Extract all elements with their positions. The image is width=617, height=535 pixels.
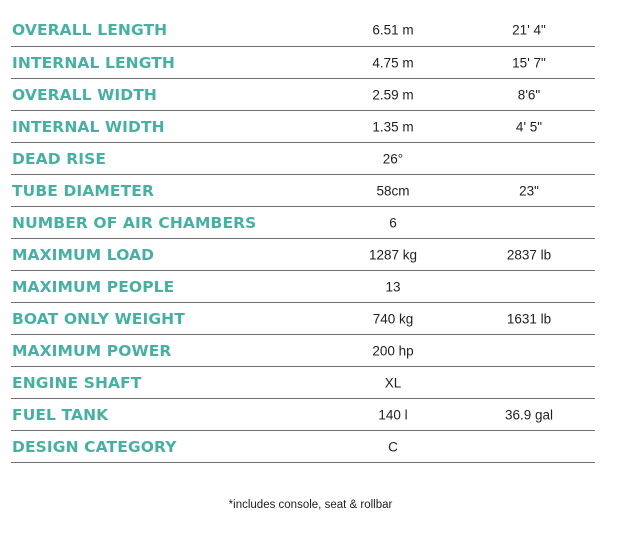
spec-row-overall-width bbox=[11, 79, 595, 111]
spec-row-maximum-people bbox=[11, 271, 595, 303]
spec-imperial-value: 2837 lb bbox=[506, 247, 552, 262]
spec-label: INTERNAL LENGTH bbox=[12, 53, 176, 72]
spec-row-tube-diameter bbox=[11, 175, 595, 207]
spec-label: MAXIMUM LOAD bbox=[12, 245, 155, 264]
spec-row-design-category bbox=[11, 431, 595, 463]
spec-metric-value: 6.51 m bbox=[372, 22, 414, 38]
spec-label: MAXIMUM POWER bbox=[12, 341, 172, 360]
spec-metric-value: 6 bbox=[389, 215, 397, 230]
spec-row-air-chambers bbox=[11, 207, 595, 239]
spec-imperial-value: 8'6" bbox=[517, 87, 541, 102]
spec-row-fuel-tank bbox=[11, 399, 595, 431]
spec-label: INTERNAL WIDTH bbox=[12, 117, 165, 136]
spec-row-internal-length bbox=[11, 47, 595, 79]
spec-row-internal-width bbox=[11, 111, 595, 143]
spec-label: FUEL TANK bbox=[12, 405, 109, 424]
spec-row-overall-length bbox=[11, 14, 595, 47]
spec-label: DESIGN CATEGORY bbox=[12, 437, 177, 456]
spec-metric-value: 1287 kg bbox=[368, 247, 418, 262]
spec-row-maximum-power bbox=[11, 335, 595, 367]
spec-imperial-value: 21' 4" bbox=[512, 22, 546, 38]
spec-metric-value: C bbox=[388, 439, 398, 454]
spec-label: OVERALL WIDTH bbox=[12, 85, 158, 104]
spec-metric-value: 740 kg bbox=[372, 311, 414, 326]
footnote: *includes console, seat & rollbar bbox=[228, 499, 393, 511]
spec-metric-value: 26° bbox=[382, 151, 404, 166]
spec-metric-value: 58cm bbox=[376, 183, 410, 198]
spec-imperial-value: 36.9 gal bbox=[504, 407, 554, 422]
spec-metric-value: 4.75 m bbox=[372, 55, 414, 70]
spec-metric-value: 13 bbox=[385, 279, 401, 294]
spec-label: TUBE DIAMETER bbox=[12, 181, 154, 200]
spec-row-engine-shaft bbox=[11, 367, 595, 399]
spec-row-maximum-load bbox=[11, 239, 595, 271]
spec-row-boat-only-weight bbox=[11, 303, 595, 335]
spec-imperial-value: 23" bbox=[519, 183, 539, 198]
spec-imperial-value: 15' 7" bbox=[512, 55, 546, 70]
spec-imperial-value: 4' 5" bbox=[515, 119, 543, 134]
spec-metric-value: 200 hp bbox=[372, 343, 414, 358]
spec-imperial-value: 1631 lb bbox=[506, 311, 552, 326]
spec-metric-value: 140 l bbox=[378, 407, 408, 422]
spec-metric-value: XL bbox=[384, 375, 402, 390]
spec-label: OVERALL LENGTH bbox=[12, 21, 168, 39]
spec-label: DEAD RISE bbox=[12, 149, 107, 168]
spec-label: ENGINE SHAFT bbox=[12, 373, 142, 392]
spec-table bbox=[11, 14, 595, 463]
spec-label: MAXIMUM PEOPLE bbox=[12, 277, 175, 296]
spec-label: BOAT ONLY WEIGHT bbox=[12, 309, 185, 328]
spec-label: NUMBER OF AIR CHAMBERS bbox=[12, 213, 257, 232]
spec-metric-value: 2.59 m bbox=[372, 87, 414, 102]
spec-row-dead-rise bbox=[11, 143, 595, 175]
spec-metric-value: 1.35 m bbox=[372, 119, 414, 134]
